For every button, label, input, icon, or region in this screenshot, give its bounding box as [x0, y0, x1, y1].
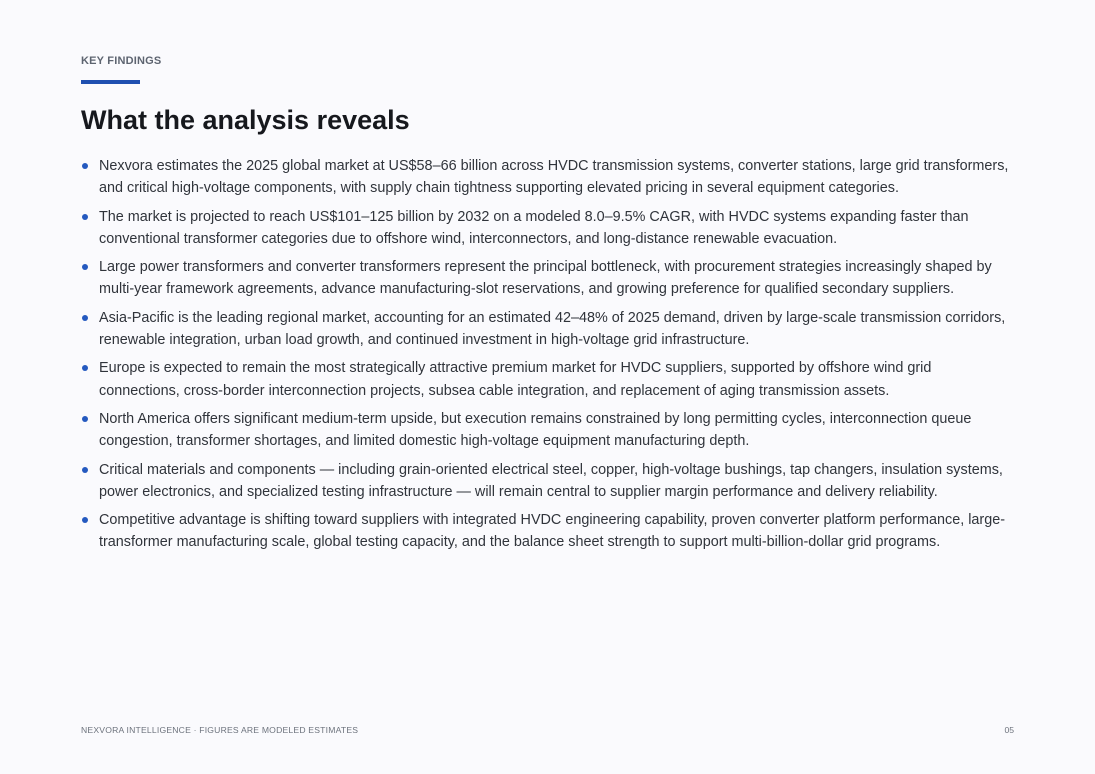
list-item [81, 509, 1014, 554]
finding-text: The market is projected to reach US$101–125 billion by 2032 on a modeled 8.0–9.5% CAGR, with HVDC systems expanding faster than conventional transformer categories due to offshore wind, interconnectors, and long-distance renewable evacuation. [99, 208, 969, 247]
bullet-icon [82, 467, 88, 473]
bullet-icon [82, 416, 88, 422]
section-eyebrow: KEY FINDINGS [81, 55, 162, 67]
finding-text: Large power transformers and converter transformers represent the principal bottleneck, with procurement strategies increasingly shaped by multi-year framework agreements, advance manufacturing-slot reservations, and growing preference for qualified secondary suppliers. [99, 259, 992, 298]
bullet-icon [82, 315, 88, 321]
list-item [81, 459, 1014, 504]
list-item [81, 408, 1014, 453]
list-item [81, 307, 1014, 352]
bullet-icon [82, 264, 88, 270]
finding-text: Nexvora estimates the 2025 global market at US$58–66 billion across HVDC transmission systems, converter stations, large grid transformers, and critical high-voltage components, with supply chain tightness supporting elevated pricing in several equipment categories. [99, 158, 1009, 197]
finding-text: Asia-Pacific is the leading regional market, accounting for an estimated 42–48% of 2025 demand, driven by large-scale transmission corridors, renewable integration, urban load growth, and continued investment in high-voltage grid infrastructure. [99, 309, 1006, 349]
bullet-icon [82, 214, 88, 220]
page [81, 0, 1014, 774]
bullet-icon [82, 517, 88, 523]
page-title: What the analysis reveals [81, 105, 410, 135]
list-item [81, 206, 1014, 251]
list-item [81, 256, 1014, 301]
footer-source-note: NEXVORA INTELLIGENCE · FIGURES ARE MODELED ESTIMATES [81, 725, 359, 735]
finding-text: Europe is expected to remain the most strategically attractive premium market for HVDC suppliers, supported by offshore wind grid connections, cross-border interconnection projects, subsea cable integration, and replacement of aging transmission assets. [99, 360, 932, 399]
accent-bar [81, 80, 140, 84]
page-number: 05 [1004, 725, 1014, 735]
finding-text: Critical materials and components — including grain-oriented electrical steel, copper, high-voltage bushings, tap changers, insulation systems, power electronics, and specialized testing infrastructure — will remain central to supplier margin performance and delivery reliability. [99, 461, 1003, 500]
list-item [81, 357, 1014, 402]
bullet-icon [82, 365, 88, 371]
finding-text: North America offers significant medium-term upside, but execution remains constrained by long permitting cycles, interconnection queue congestion, transformer shortages, and limited domestic high-voltage equipment manufacturing depth. [99, 410, 972, 450]
findings-list [81, 155, 1014, 560]
list-item [81, 155, 1014, 200]
bullet-icon [82, 163, 88, 169]
finding-text: Competitive advantage is shifting toward suppliers with integrated HVDC engineering capability, proven converter platform performance, large-transformer manufacturing scale, global testing capacity, and the balance sheet strength to support multi-billion-dollar grid programs. [99, 512, 1005, 551]
